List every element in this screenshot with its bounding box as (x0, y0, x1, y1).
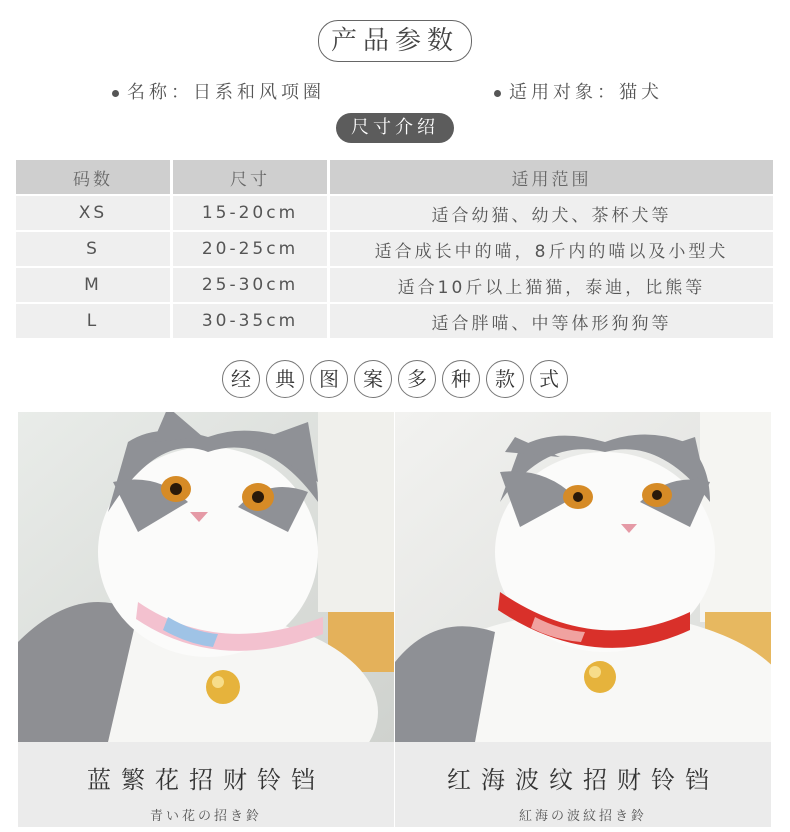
header-range: 适用范围 (330, 160, 773, 194)
table-row (16, 268, 774, 302)
table-row (16, 232, 774, 266)
size-table (16, 160, 774, 340)
cell-size: 15-20cm (173, 196, 327, 230)
cell-size: 25-30cm (173, 268, 327, 302)
cat-photo-right (395, 412, 771, 742)
cell-size: 20-25cm (173, 232, 327, 266)
product-name: 蓝繁花招财铃铛 (87, 766, 325, 794)
cell-range: 适合胖喵、中等体形狗狗等 (330, 304, 773, 338)
cat-photo-left (18, 412, 394, 742)
pattern-char: 多 (398, 360, 436, 398)
pattern-char: 款 (486, 360, 524, 398)
cell-code: XS (16, 196, 170, 230)
table-row (16, 304, 774, 338)
table-row (16, 196, 774, 230)
param-name-text: 名称：日系和风项圈 (127, 82, 325, 103)
cell-code: S (16, 232, 170, 266)
pattern-char: 种 (442, 360, 480, 398)
bullet-dot-icon (494, 90, 501, 97)
header-code: 码数 (16, 160, 170, 194)
pattern-char: 式 (530, 360, 568, 398)
page-title: 产品参数 (318, 20, 472, 62)
cell-range: 适合10斤以上猫猫，泰迪，比熊等 (330, 268, 773, 302)
product-params-title (0, 20, 790, 62)
pattern-char: 案 (354, 360, 392, 398)
cell-size: 30-35cm (173, 304, 327, 338)
param-target (494, 78, 663, 104)
cell-code: M (16, 268, 170, 302)
product-photo-blue-floral[interactable] (18, 412, 394, 742)
table-header-row (16, 160, 774, 194)
product-subtitle: 青い花の招き鈴 (149, 809, 262, 824)
bullet-dot-icon (112, 90, 119, 97)
pattern-char: 典 (266, 360, 304, 398)
header-size: 尺寸 (173, 160, 327, 194)
pattern-char: 图 (310, 360, 348, 398)
cell-range: 适合幼猫、幼犬、茶杯犬等 (330, 196, 773, 230)
product-caption-right (395, 742, 771, 827)
product-name: 红海波纹招财铃铛 (447, 766, 719, 794)
product-photo-red-wave[interactable] (395, 412, 771, 742)
product-caption-left (18, 742, 394, 827)
param-target-text: 适用对象：猫犬 (509, 82, 663, 103)
pattern-char: 经 (222, 360, 260, 398)
cell-range: 适合成长中的喵，8斤内的喵以及小型犬 (330, 232, 773, 266)
size-intro-badge: 尺寸介绍 (336, 113, 454, 143)
patterns-title (0, 360, 790, 398)
product-subtitle: 紅海の波紋招き鈴 (518, 809, 647, 824)
param-name (112, 78, 325, 104)
cell-code: L (16, 304, 170, 338)
